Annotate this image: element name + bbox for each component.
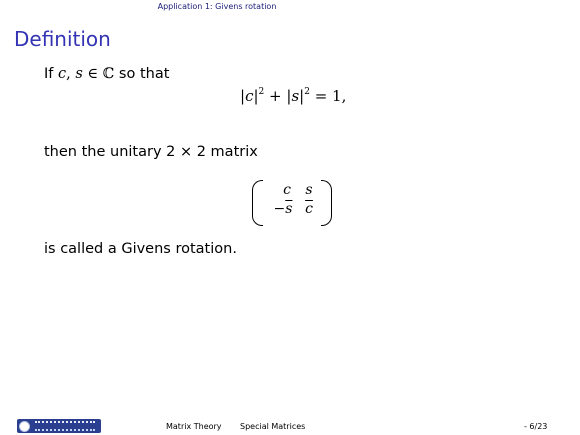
frame-title: Definition bbox=[14, 27, 111, 51]
givens-matrix bbox=[252, 180, 332, 228]
matrix-entry-12: s bbox=[305, 182, 313, 198]
var-s: s bbox=[75, 66, 83, 82]
section-header: Application 1: Givens rotation bbox=[157, 2, 277, 11]
plus-sign: + bbox=[264, 87, 287, 105]
definition-line-3: is called a Givens rotation. bbox=[44, 241, 237, 257]
left-parenthesis bbox=[252, 180, 263, 226]
calligraphy-wordmark bbox=[35, 421, 95, 431]
footer-course: Matrix Theory bbox=[166, 422, 222, 431]
seal-icon bbox=[19, 421, 30, 432]
line1-prefix: If bbox=[44, 66, 58, 82]
exponent: 2 bbox=[258, 87, 265, 97]
conj-c: $\overline{c}$ bbox=[305, 201, 313, 217]
minus-sign: − bbox=[273, 201, 286, 217]
footer-bar bbox=[0, 418, 580, 434]
comma: , bbox=[66, 66, 76, 82]
equation-rhs: = 1, bbox=[309, 87, 347, 105]
university-logo bbox=[17, 419, 101, 433]
line1-suffix: so that bbox=[114, 66, 170, 82]
page-number: - 6/23 bbox=[524, 422, 548, 431]
matrix-entry-11: c bbox=[283, 182, 291, 198]
abs-bar: | bbox=[240, 87, 246, 105]
unit-norm-equation bbox=[240, 87, 346, 105]
element-of-symbol: ∈ bbox=[82, 66, 103, 82]
conj-s: $\overline{s}$ bbox=[285, 201, 293, 217]
matrix-entry-22 bbox=[298, 201, 320, 217]
eq-var-c: c bbox=[245, 87, 254, 105]
abs-bar: | bbox=[299, 87, 305, 105]
abs-bar: | bbox=[286, 87, 292, 105]
complex-field-symbol: ℂ bbox=[102, 66, 115, 82]
footer-topic: Special Matrices bbox=[240, 422, 306, 431]
matrix-entry-21 bbox=[268, 201, 298, 217]
abs-bar: | bbox=[253, 87, 259, 105]
exponent: 2 bbox=[304, 87, 310, 97]
eq-var-s: s bbox=[291, 87, 300, 105]
right-parenthesis bbox=[321, 180, 332, 226]
definition-line-2: then the unitary 2 × 2 matrix bbox=[44, 144, 258, 160]
definition-line-1 bbox=[44, 66, 169, 82]
var-c: c bbox=[58, 66, 67, 82]
